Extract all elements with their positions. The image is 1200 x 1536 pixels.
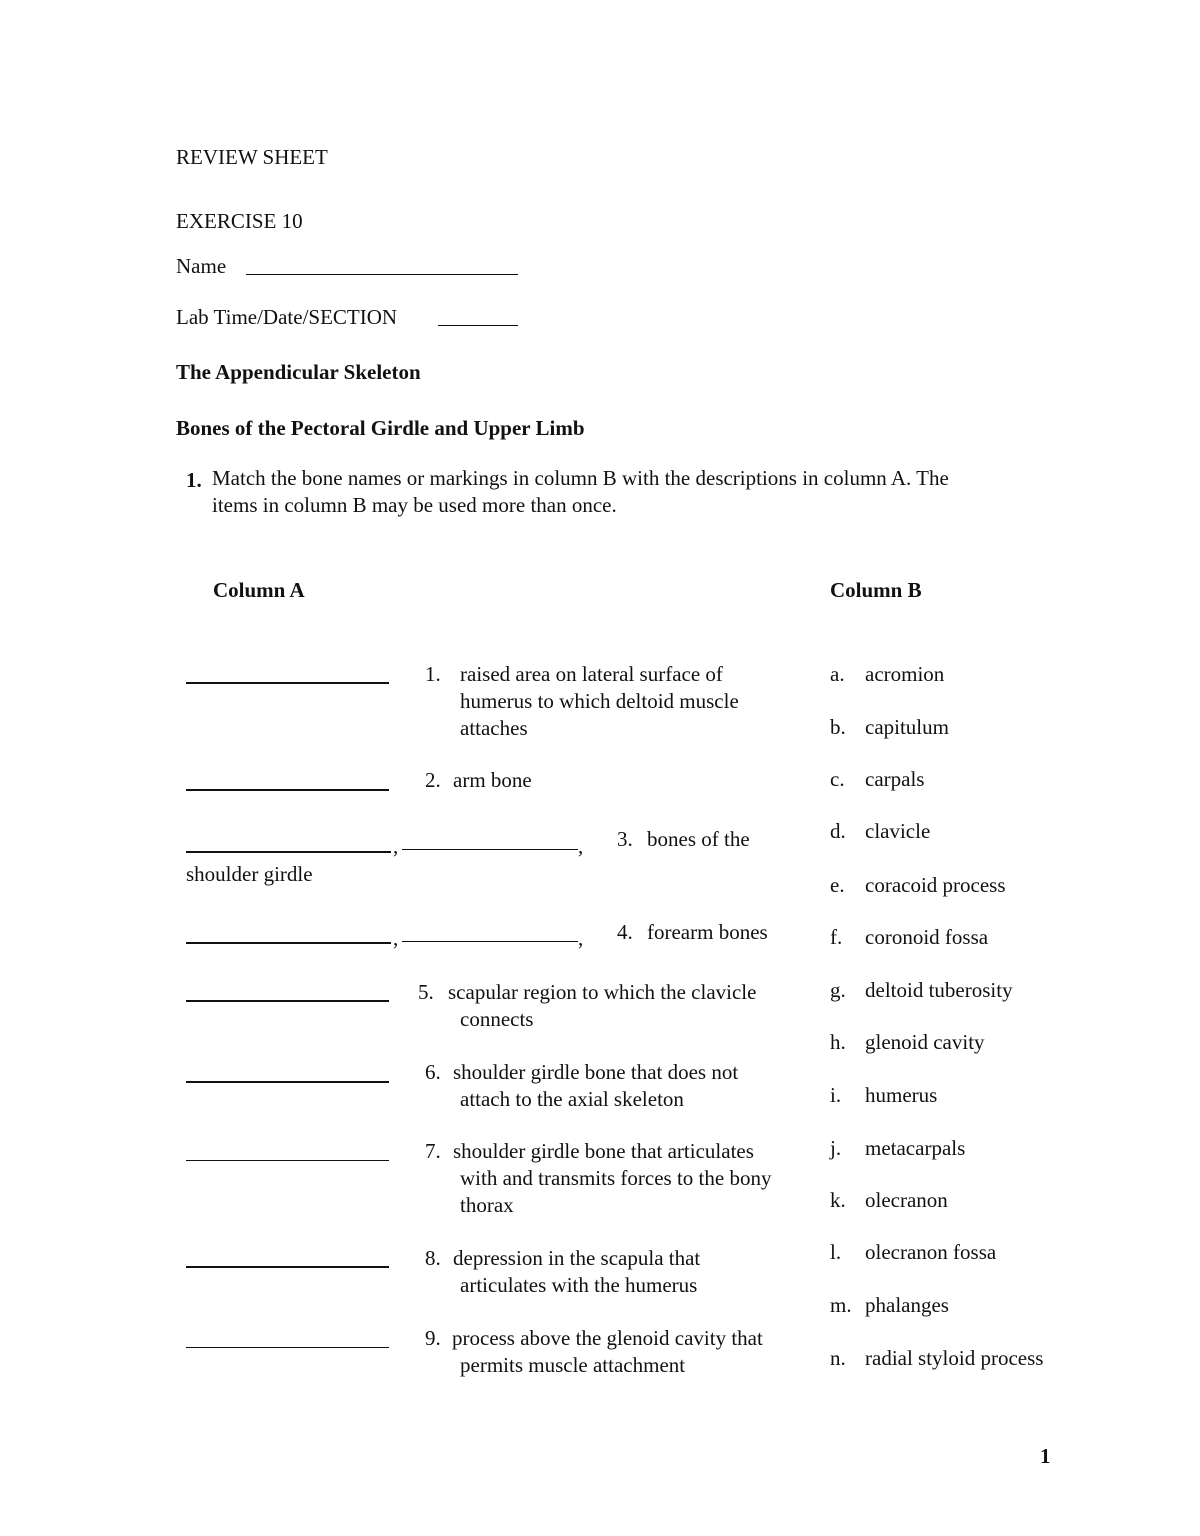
item-b-l	[830, 1239, 996, 1265]
item-b-label: phalanges	[865, 1293, 949, 1317]
question-text-line-1: Match the bone names or markings in column B with the descriptions in column A. The	[212, 466, 949, 490]
item-b-n	[830, 1345, 1043, 1371]
answer-blank-9[interactable]	[186, 1347, 389, 1348]
item-b-label: olecranon fossa	[865, 1240, 997, 1264]
item-b-letter: k.	[830, 1188, 846, 1212]
item-b-label: capitulum	[865, 715, 949, 739]
item-b-j	[830, 1135, 965, 1161]
review-sheet-title: REVIEW SHEET	[176, 145, 328, 169]
item-a-number: 3.	[617, 827, 633, 851]
item-a-text: process above the glenoid cavity that	[452, 1326, 763, 1350]
item-a-text: shoulder girdle bone that articulates	[453, 1139, 754, 1163]
lab-time-label: Lab Time/Date/SECTION	[176, 305, 398, 329]
item-a-number: 6.	[425, 1060, 441, 1084]
item-a-text: with and transmits forces to the bony	[460, 1166, 772, 1190]
item-a-text: humerus to which deltoid muscle	[460, 689, 739, 713]
item-b-label: coronoid fossa	[865, 925, 989, 949]
item-b-letter: a.	[830, 662, 845, 686]
item-a-3-tail: shoulder girdle	[186, 862, 313, 886]
item-b-label: deltoid tuberosity	[865, 978, 1013, 1002]
item-a-number: 9.	[425, 1326, 441, 1350]
item-a-number: 7.	[425, 1139, 441, 1163]
section-title: The Appendicular Skeleton	[176, 360, 421, 384]
item-b-letter: b.	[830, 715, 846, 739]
item-a-text: connects	[460, 1007, 534, 1031]
item-b-letter: j.	[830, 1136, 842, 1160]
item-b-k	[830, 1187, 948, 1213]
item-b-b	[830, 714, 949, 740]
item-b-g	[830, 977, 1013, 1003]
item-b-e	[830, 872, 1006, 898]
answer-blank-7[interactable]	[186, 1160, 389, 1161]
question-number: 1.	[186, 468, 202, 492]
column-b-header: Column B	[830, 578, 922, 602]
item-a-text: attaches	[460, 716, 528, 740]
column-a-header: Column A	[213, 578, 305, 602]
item-b-f	[830, 924, 988, 950]
item-a-number: 8.	[425, 1246, 441, 1270]
item-a-6	[425, 1059, 738, 1113]
item-a-text: depression in the scapula that	[453, 1246, 701, 1270]
item-b-m	[830, 1292, 949, 1318]
item-b-label: glenoid cavity	[865, 1030, 985, 1054]
item-a-number: 4.	[617, 920, 633, 944]
answer-blank-5[interactable]	[186, 1000, 389, 1002]
item-b-label: metacarpals	[865, 1136, 966, 1160]
item-b-letter: d.	[830, 819, 846, 843]
item-b-label: acromion	[865, 662, 945, 686]
item-b-i	[830, 1082, 937, 1108]
item-a-text: raised area on lateral surface of	[460, 662, 723, 686]
item-b-label: radial styloid process	[865, 1346, 1044, 1370]
item-a-text: scapular region to which the clavicle	[448, 980, 757, 1004]
page-number: 1	[1040, 1444, 1051, 1468]
item-b-letter: m.	[830, 1293, 852, 1317]
item-a-text: thorax	[460, 1193, 514, 1217]
section-subtitle: Bones of the Pectoral Girdle and Upper Limb	[176, 416, 585, 440]
item-b-a	[830, 661, 944, 687]
item-b-label: clavicle	[865, 819, 931, 843]
name-label: Name	[176, 254, 227, 278]
answer-blank-4a[interactable]	[186, 942, 391, 944]
item-b-letter: i.	[830, 1083, 842, 1107]
lab-time-blank[interactable]	[438, 325, 518, 326]
item-b-label: olecranon	[865, 1188, 948, 1212]
comma: ,	[393, 926, 399, 950]
item-a-4	[617, 919, 768, 946]
item-b-label: humerus	[865, 1083, 938, 1107]
answer-blank-3b[interactable]	[402, 849, 578, 850]
answer-blank-6[interactable]	[186, 1081, 389, 1083]
comma: ,	[578, 926, 584, 950]
item-b-letter: l.	[830, 1240, 842, 1264]
item-b-label: coracoid process	[865, 873, 1006, 897]
item-a-2	[425, 767, 532, 794]
item-a-text: articulates with the humerus	[460, 1273, 698, 1297]
item-a-text: shoulder girdle bone that does not	[453, 1060, 739, 1084]
comma: ,	[393, 834, 399, 858]
item-b-letter: g.	[830, 978, 846, 1002]
item-b-d	[830, 818, 930, 844]
item-a-9	[425, 1325, 763, 1379]
answer-blank-3a[interactable]	[186, 851, 391, 853]
item-a-7	[425, 1138, 771, 1219]
item-a-number: 5.	[418, 980, 434, 1004]
item-a-text: forearm bones	[647, 920, 768, 944]
item-a-1	[425, 661, 739, 742]
item-a-5	[418, 979, 756, 1033]
item-b-h	[830, 1029, 985, 1055]
answer-blank-8[interactable]	[186, 1266, 389, 1268]
item-b-letter: e.	[830, 873, 845, 897]
answer-blank-2[interactable]	[186, 789, 389, 791]
item-a-text: arm bone	[453, 768, 532, 792]
name-blank[interactable]	[246, 274, 518, 275]
comma: ,	[578, 834, 584, 858]
answer-blank-4b[interactable]	[402, 941, 578, 942]
answer-blank-1[interactable]	[186, 682, 389, 684]
question-text-line-2: items in column B may be used more than once.	[212, 493, 617, 517]
item-b-c	[830, 766, 924, 792]
item-b-letter: h.	[830, 1030, 846, 1054]
item-b-label: carpals	[865, 767, 925, 791]
item-a-number: 1.	[425, 662, 441, 686]
item-b-letter: f.	[830, 925, 843, 949]
item-a-text: bones of the	[647, 827, 750, 851]
item-b-letter: n.	[830, 1346, 846, 1370]
item-a-8	[425, 1245, 700, 1299]
item-a-text: attach to the axial skeleton	[460, 1087, 684, 1111]
item-a-text: permits muscle attachment	[460, 1353, 686, 1377]
item-a-number: 2.	[425, 768, 441, 792]
item-a-3	[617, 826, 750, 853]
exercise-number: EXERCISE 10	[176, 209, 303, 233]
item-b-letter: c.	[830, 767, 845, 791]
